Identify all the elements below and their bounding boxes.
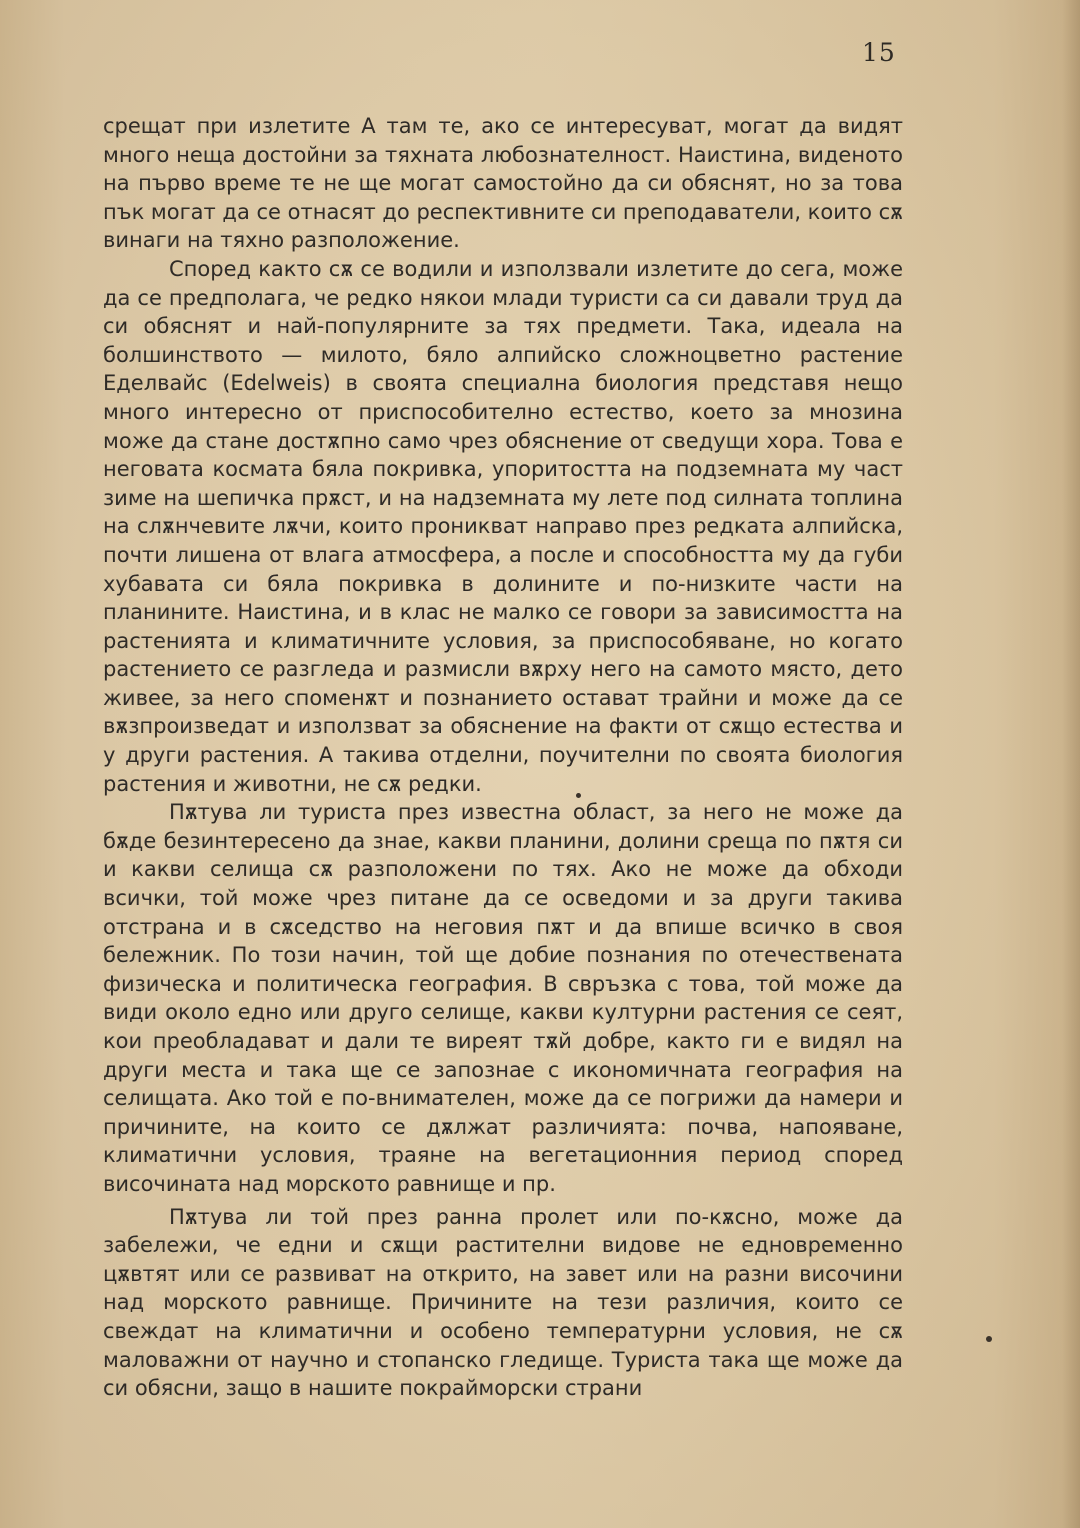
paragraph-4: Пѫтува ли той през ранна пролет или по-кѫсно, може да забележи, че едни и сѫщи растителни видове не едновременно цѫвтят или се развиват на открито, на завет или на разни височини над морското равнище. Причините на тези различия, които се свеждат на климатични и особено температурни условия, не сѫ маловажни от научно и стопанско гледище. Туриста така ще може да си обясни, защо в нашите покрайморски страни <box>103 1204 903 1401</box>
page-number: 15 <box>862 38 896 67</box>
paragraph-1: срещат при излетите А там те, ако се интересуват, могат да видят много неща достойни за тяхната любознателност. Наистина, виденото на първо време те не ще могат самостойно да си обяснят, но за това пък могат да се отнасят до респективните си преподаватели, които сѫ винаги на тяхно разположение. <box>103 114 903 253</box>
ink-speck <box>576 793 581 798</box>
paragraph-2: Според както сѫ се водили и използвали излетите до сега, може да се предполага, че редко някои млади туристи са си давали труд да си обяснят и най-популярните за тях предмети. Така, идеала на болшинството — милото, бяло алпийско сложноцветно растение Еделвайс (Edelweis) в своята специална биология представя нещо много интересно от приспособително естество, което за мнозина може да стане достѫпно само чрез обяснение от сведущи хора. Това е неговата космата бяла покривка, упоритостта на подземната му част зиме на шепичка прѫст, и на надземната му лете под силната топлина на слѫнчевите лѫчи, които проникват направо през редката алпийска, почти лишена от влага атмосфера, а после и способността му да губи хубавата си бяла покривка в долините и по-низките части на планините. Наистина, и в клас не малко се говори за зависимостта на растенията и климатичните условия, за приспособяване, но когато растението се разгледа и размисли вѫрху него на самото място, дето живее, за него споменѫт и познанието остават трайни и може да се вѫзпроизведат и използват за обяснение на факти от сѫщо естества и у други растения. А такива отделни, поучителни по своята биология растения и животни, не сѫ редки. <box>103 256 903 796</box>
body-text <box>103 112 903 1403</box>
page-edge-shadow <box>1062 0 1080 1528</box>
ink-speck <box>986 1336 992 1342</box>
paragraph-3: Пѫтува ли туриста през известна област, за него не може да бѫде безинтересено да знае, какви планини, долини среща по пѫтя си и какви селища сѫ разположени по тях. Ако не може да обходи всички, той може чрез питане да се осведоми и за други такива отстрана и в сѫседство на неговия пѫт и да впише всичко в своя бележник. По този начин, той ще добие познания по отечествената физическа и политическа география. В свръзка с това, той може да види около едно или друго селище, какви културни растения се сеят, кои преобладават и дали те виреят тѫй добре, както ги е видял на други места и така ще се запознае с икономичната география на селищата. Ако той е по-внимателен, може да се погрижи да намери и причините, на които се дѫлжат различията: почва, напояване, климатични условия, траяне на вегетационния период според височината над морското равнище и пр. <box>103 800 903 1196</box>
